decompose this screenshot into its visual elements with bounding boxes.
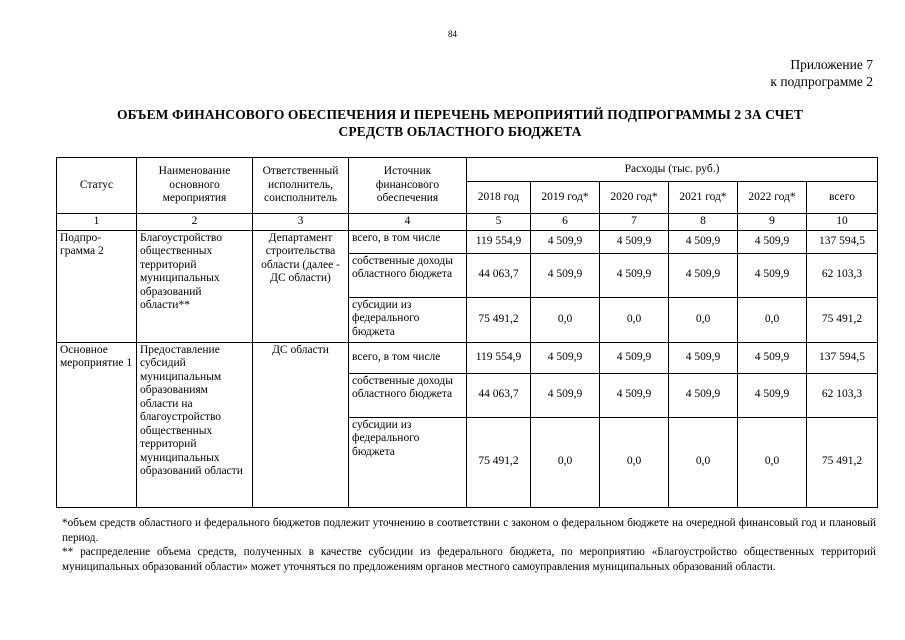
status-cell: Основное мероприятие 1 — [57, 342, 137, 507]
value-cell: 75 491,2 — [807, 297, 878, 342]
header-status: Статус — [57, 158, 137, 214]
value-cell: 4 509,9 — [531, 230, 600, 253]
value-cell: 75 491,2 — [467, 417, 531, 507]
value-cell: 0,0 — [531, 417, 600, 507]
header-executor: Ответственный исполнитель, соисполнитель — [253, 158, 349, 214]
value-cell: 4 509,9 — [669, 342, 738, 373]
source-cell: всего, в том числе — [349, 230, 467, 253]
column-number: 9 — [738, 214, 807, 231]
value-cell: 0,0 — [600, 297, 669, 342]
value-cell: 4 509,9 — [738, 373, 807, 417]
document-title — [60, 106, 860, 140]
header-year: 2022 год* — [738, 182, 807, 214]
value-cell: 75 491,2 — [467, 297, 531, 342]
value-cell: 62 103,3 — [807, 373, 878, 417]
column-number: 6 — [531, 214, 600, 231]
header-source: Источник финансового обеспечения — [349, 158, 467, 214]
source-cell: всего, в том числе — [349, 342, 467, 373]
footnote-2: ** распределение объема средств, полученных в качестве субсидии из федерального бюджета, по мероприятию «Благоустройство общественных территорий муниципальных образований области» может уточняться по предложениям органов местного самоуправления муниципальных образований области. — [62, 546, 876, 573]
table-row — [57, 342, 878, 373]
footnotes — [62, 516, 876, 574]
value-cell: 0,0 — [600, 417, 669, 507]
value-cell: 137 594,5 — [807, 230, 878, 253]
header-expenses: Расходы (тыс. руб.) — [467, 158, 878, 182]
footnote-1: *объем средств областного и федерального бюджетов подлежит уточнению в соответствии с законом о федеральном бюджете на очередной финансовый год и плановый период. — [62, 517, 876, 544]
measure-name-cell: Предоставление субсидий муниципальным образованиям области на благоустройство общественных территорий муниципальных образований области — [137, 342, 253, 507]
value-cell: 62 103,3 — [807, 253, 878, 297]
column-number: 10 — [807, 214, 878, 231]
column-number-row — [57, 214, 878, 231]
source-cell: субсидии из федерального бюджета — [349, 417, 467, 507]
column-number: 1 — [57, 214, 137, 231]
column-number: 3 — [253, 214, 349, 231]
header-year: 2018 год — [467, 182, 531, 214]
header-total: всего — [807, 182, 878, 214]
value-cell: 4 509,9 — [738, 230, 807, 253]
executor-cell: Департамент строительства области (далее - ДС области) — [253, 230, 349, 342]
value-cell: 0,0 — [738, 297, 807, 342]
value-cell: 4 509,9 — [600, 342, 669, 373]
appendix-line-2: к подпрограмме 2 — [770, 74, 873, 89]
value-cell: 119 554,9 — [467, 342, 531, 373]
column-number: 2 — [137, 214, 253, 231]
value-cell: 0,0 — [738, 417, 807, 507]
executor-cell: ДС области — [253, 342, 349, 507]
budget-table — [56, 157, 878, 508]
value-cell: 44 063,7 — [467, 253, 531, 297]
header-year: 2019 год* — [531, 182, 600, 214]
value-cell: 4 509,9 — [738, 342, 807, 373]
header-name: Наименование основного мероприятия — [137, 158, 253, 214]
header-year: 2020 год* — [600, 182, 669, 214]
value-cell: 4 509,9 — [738, 253, 807, 297]
value-cell: 4 509,9 — [669, 253, 738, 297]
appendix-caption — [770, 56, 873, 90]
column-number: 7 — [600, 214, 669, 231]
value-cell: 4 509,9 — [531, 253, 600, 297]
value-cell: 44 063,7 — [467, 373, 531, 417]
value-cell: 119 554,9 — [467, 230, 531, 253]
status-cell: Подпро-грамма 2 — [57, 230, 137, 342]
source-cell: собственные доходы областного бюджета — [349, 373, 467, 417]
value-cell: 4 509,9 — [531, 373, 600, 417]
column-number: 5 — [467, 214, 531, 231]
title-line-1: ОБЪЕМ ФИНАНСОВОГО ОБЕСПЕЧЕНИЯ И ПЕРЕЧЕНЬ МЕРОПРИЯТИЙ ПОДПРОГРАММЫ 2 ЗА СЧЕТ — [117, 107, 803, 122]
source-cell: собственные доходы областного бюджета — [349, 253, 467, 297]
measure-name-cell: Благоустройство общественных территорий муниципальных образований области** — [137, 230, 253, 342]
value-cell: 0,0 — [669, 417, 738, 507]
column-number: 8 — [669, 214, 738, 231]
title-line-2: СРЕДСТВ ОБЛАСТНОГО БЮДЖЕТА — [338, 124, 582, 139]
value-cell: 4 509,9 — [600, 253, 669, 297]
value-cell: 4 509,9 — [600, 373, 669, 417]
value-cell: 4 509,9 — [600, 230, 669, 253]
value-cell: 137 594,5 — [807, 342, 878, 373]
table-row — [57, 230, 878, 253]
value-cell: 4 509,9 — [531, 342, 600, 373]
page-number: 84 — [448, 29, 457, 39]
value-cell: 4 509,9 — [669, 373, 738, 417]
value-cell: 75 491,2 — [807, 417, 878, 507]
column-number: 4 — [349, 214, 467, 231]
value-cell: 0,0 — [669, 297, 738, 342]
header-year: 2021 год* — [669, 182, 738, 214]
value-cell: 4 509,9 — [669, 230, 738, 253]
appendix-line-1: Приложение 7 — [790, 57, 873, 72]
header-row — [57, 158, 878, 182]
value-cell: 0,0 — [531, 297, 600, 342]
source-cell: субсидии из федерального бюджета — [349, 297, 467, 342]
